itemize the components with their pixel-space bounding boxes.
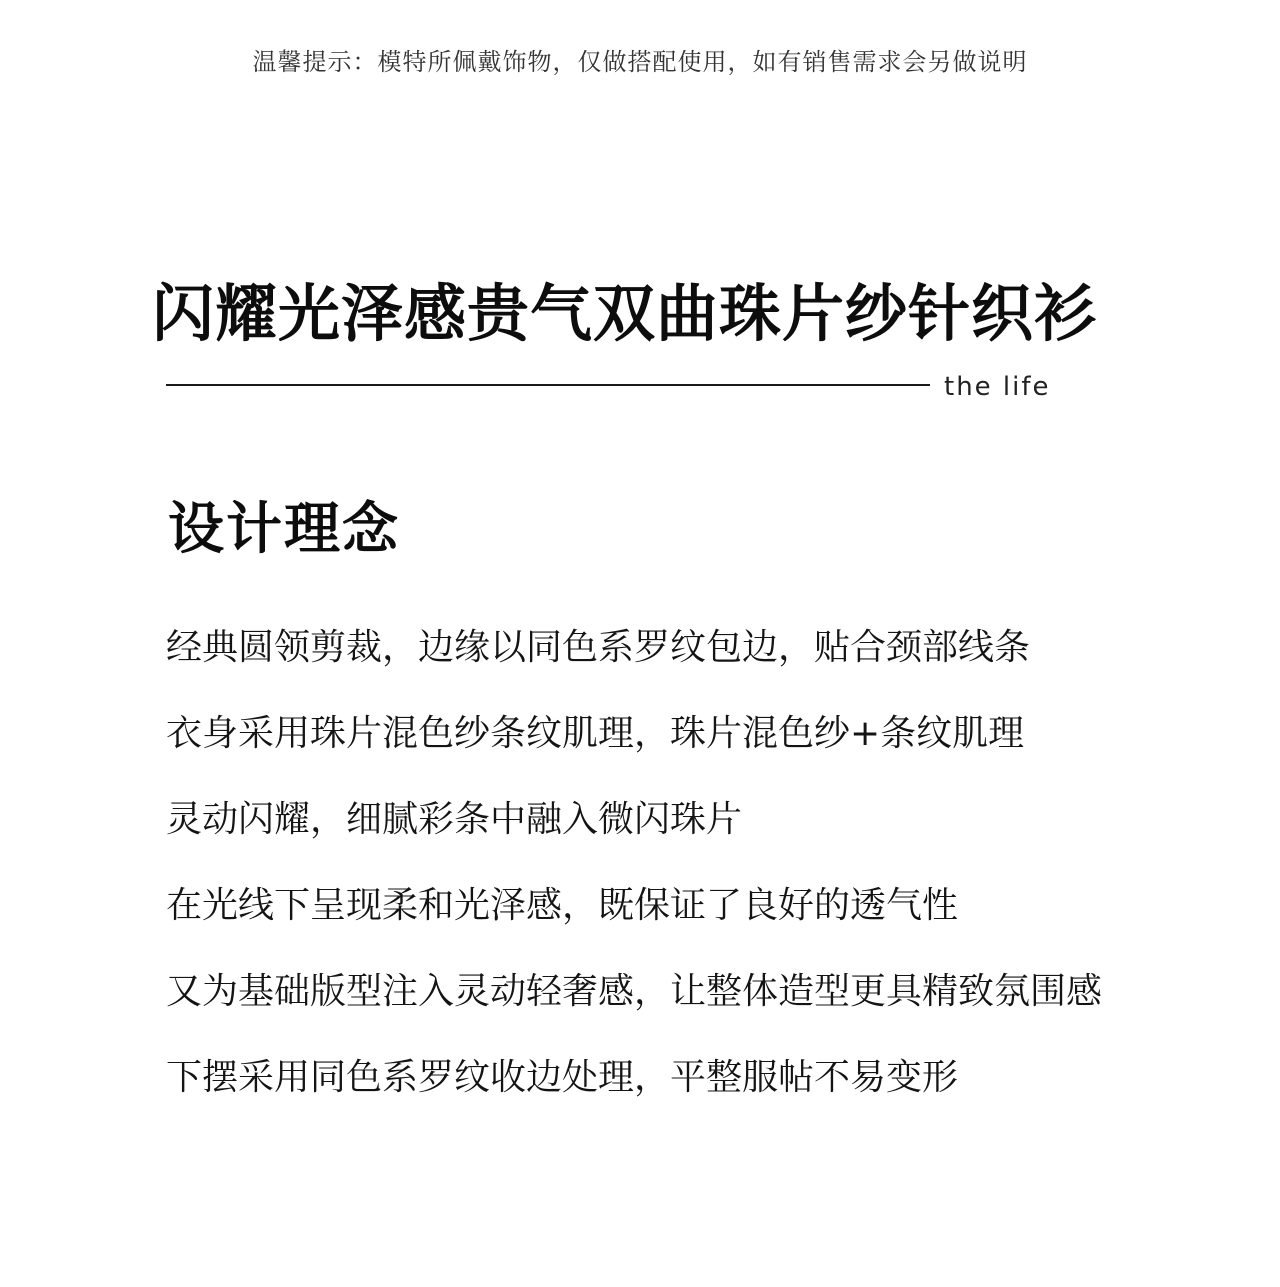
- description-line: 下摆采用同色系罗纹收边处理，平整服帖不易变形: [166, 1057, 959, 1098]
- notice-text: 温馨提示：模特所佩戴饰物，仅做搭配使用，如有销售需求会另做说明: [252, 48, 1028, 76]
- design-description: [166, 622, 1266, 1138]
- divider-line: [166, 384, 930, 386]
- description-line: 在光线下呈现柔和光泽感，既保证了良好的透气性: [166, 885, 959, 926]
- description-line: 经典圆领剪裁，边缘以同色系罗纹包边，贴合颈部线条: [166, 627, 1031, 668]
- description-line: 又为基础版型注入灵动轻奢感，让整体造型更具精致氛围感: [166, 971, 1103, 1012]
- tagline: the life: [944, 372, 1051, 402]
- product-title: 闪耀光泽感贵气双曲珠片纱针织衫: [152, 277, 1098, 350]
- section-heading: 设计理念: [168, 497, 400, 562]
- description-line: 衣身采用珠片混色纱条纹肌理，珠片混色纱+条纹肌理: [166, 713, 1025, 754]
- description-line: 灵动闪耀，细腻彩条中融入微闪珠片: [166, 799, 743, 840]
